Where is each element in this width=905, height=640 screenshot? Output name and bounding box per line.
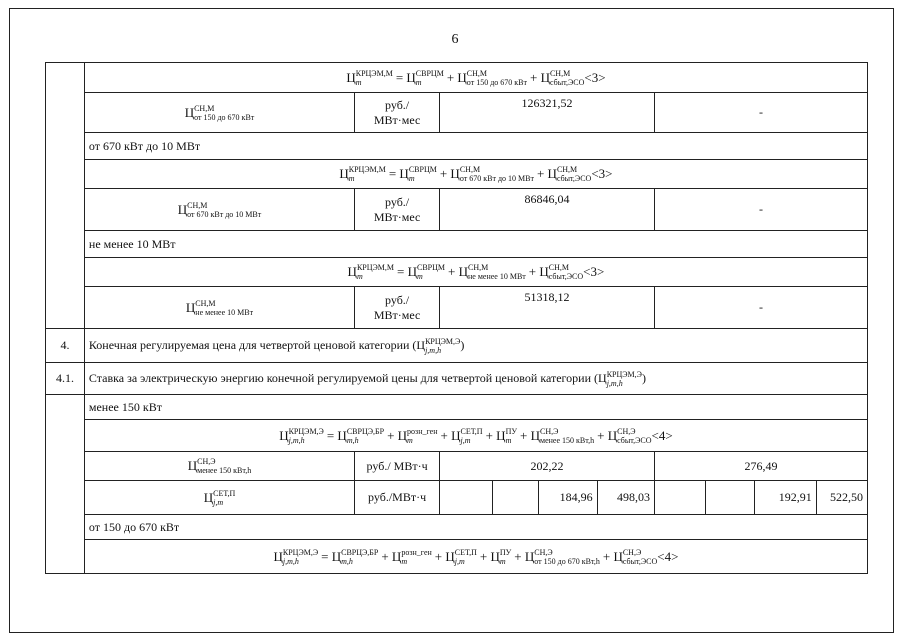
empty-cell (493, 481, 539, 515)
range-heading: не менее 10 МВт (84, 231, 867, 258)
unit-cell: руб./ МВт·мес (355, 93, 440, 133)
formula-row (46, 63, 868, 93)
price-row (46, 93, 868, 133)
value-cell: 51318,12 (440, 287, 655, 329)
section-number: 4. (46, 329, 85, 363)
page-number: 6 (451, 32, 459, 47)
value-cell: 126321,52 (440, 93, 655, 133)
formula-row (46, 420, 868, 452)
subheading-row (46, 395, 868, 420)
unit-cell: руб./ МВт·мес (355, 189, 440, 231)
formula-row (46, 540, 868, 574)
tariff-table (45, 62, 868, 574)
formula-power-10plus: Ц КРЦЭМ,М m = Ц СВРЦМ m + Ц СН,М не менее 10 МВт + Ц СН,М сбыт,ЭСО <3> (84, 258, 867, 287)
price-row (46, 287, 868, 329)
price-symbol: Ц СН,Э менее 150 кВт,h (84, 452, 354, 481)
section-number-empty (46, 63, 85, 329)
value-cell: 192,91 (755, 481, 816, 515)
value-cell: 86846,04 (440, 189, 655, 231)
empty-cell (440, 481, 493, 515)
section-title: Конечная регулируемая цена для четвертой ценовой категории (Ц КРЦЭМ,Э j,m,h ) (84, 329, 867, 363)
formula-energy-under150: Ц КРЦЭМ,Э j,m,h = Ц СВРЦЭ,БР m,h + Ц розн_ген m + Ц СЕТ,П j,m + Ц ПУ m + Ц СН,Э менее 150 кВт,h + Ц СН,Э сбыт,ЭСО <4> (84, 420, 867, 452)
range-heading: от 150 до 670 кВт (84, 515, 867, 540)
value-cell: 498,03 (597, 481, 654, 515)
dash-cell: - (654, 189, 867, 231)
section-number: 4.1. (46, 363, 85, 395)
section-row (46, 329, 868, 363)
price-row (46, 189, 868, 231)
subheading-row (46, 133, 868, 160)
formula-power-150-670: Ц КРЦЭМ,М m = Ц СВРЦМ m + Ц СН,М от 150 до 670 кВт + Ц СН,М сбыт,ЭСО <3> (84, 63, 867, 93)
value-cell: 184,96 (539, 481, 597, 515)
section-row (46, 363, 868, 395)
unit-cell: руб./ МВт·ч (355, 452, 440, 481)
energy-price-row (46, 481, 868, 515)
price-symbol: Ц СН,М не менее 10 МВт (84, 287, 354, 329)
price-symbol: Ц СН,М от 670 кВт до 10 МВт (84, 189, 354, 231)
dash-cell: - (654, 287, 867, 329)
range-heading: менее 150 кВт (84, 395, 867, 420)
empty-cell (706, 481, 755, 515)
value-cell: 522,50 (816, 481, 867, 515)
subheading-row (46, 515, 868, 540)
value-cell-1: 202,22 (440, 452, 655, 481)
formula-power-670-10: Ц КРЦЭМ,М m = Ц СВРЦМ m + Ц СН,М от 670 кВт до 10 МВт + Ц СН,М сбыт,ЭСО <3> (84, 160, 867, 189)
price-symbol: Ц СН,М от 150 до 670 кВт (84, 93, 354, 133)
section-number-empty (46, 395, 85, 574)
section-title: Ставка за электрическую энергию конечной регулируемой цены для четвертой ценовой категории (Ц КРЦЭМ,Э j,m,h ) (84, 363, 867, 395)
unit-cell: руб./МВт·ч (355, 481, 440, 515)
range-heading: от 670 кВт до 10 МВт (84, 133, 867, 160)
empty-cell (654, 481, 705, 515)
formula-row (46, 160, 868, 189)
unit-cell: руб./ МВт·мес (355, 287, 440, 329)
formula-row (46, 258, 868, 287)
value-cell-2: 276,49 (654, 452, 867, 481)
subheading-row (46, 231, 868, 258)
formula-energy-150-670: Ц КРЦЭМ,Э j,m,h = Ц СВРЦЭ,БР m,h + Ц розн_ген m + Ц СЕТ,П j,m + Ц ПУ m + Ц СН,Э от 150 до 670 кВт,h + Ц СН,Э сбыт,ЭСО <4> (84, 540, 867, 574)
price-symbol: Ц СЕТ,П j,m (84, 481, 354, 515)
dash-cell: - (654, 93, 867, 133)
energy-price-row (46, 452, 868, 481)
